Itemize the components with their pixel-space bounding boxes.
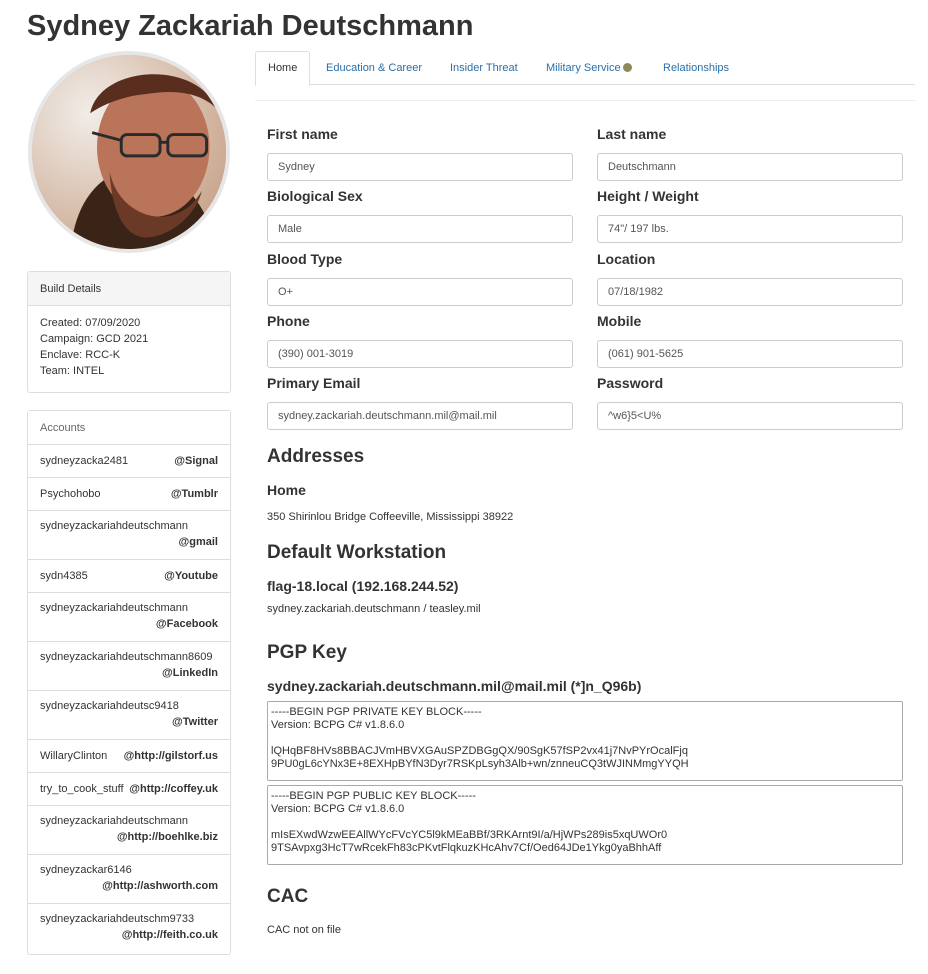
list-item [28,806,230,855]
first-name-label: First name [267,126,338,142]
tab-relationships[interactable]: Relationships [663,62,730,74]
account-username: sydneyzackariahdeutschm9733 [40,913,195,925]
account-service: @Signal [174,455,218,467]
primary-email-label: Primary Email [267,375,361,391]
list-item [28,642,230,691]
list-item [28,511,230,560]
height-weight-label: Height / Weight [597,188,699,204]
height-weight-field[interactable] [597,215,903,243]
list-item [28,691,230,740]
accounts-panel [27,410,231,955]
accounts-list [28,445,230,953]
pgp-identity: sydney.zackariah.deutschmann.mil@mail.mil (*]n_Q96b) [267,678,642,694]
mobile-label: Mobile [597,313,642,329]
home-address-value: 350 Shirinlou Bridge Coffeeville, Mississippi 38922 [267,511,514,523]
blood-type-field[interactable] [267,278,573,306]
list-item [28,593,230,642]
pgp-private-key-textarea[interactable] [267,701,903,781]
biological-sex-label: Biological Sex [267,188,363,204]
account-service: @http://ashworth.com [102,880,218,892]
account-service: @LinkedIn [162,667,218,679]
tab-home[interactable]: Home [255,51,310,86]
pgp-heading: PGP Key [267,642,347,663]
build-enclave: Enclave: RCC-K [40,349,121,361]
cac-heading: CAC [267,886,309,907]
list-item [28,445,230,478]
tab-insider-threat[interactable]: Insider Threat [450,62,518,74]
list-item [28,773,230,806]
pgp-public-key-textarea[interactable] [267,785,903,865]
account-username: sydneyzackariahdeutschmann [40,602,188,614]
password-field[interactable] [597,402,903,430]
build-team: Team: INTEL [40,365,105,377]
divider [255,100,915,101]
last-name-field[interactable] [597,153,903,181]
home-address-label: Home [267,482,306,498]
tab-military-service[interactable] [546,51,632,85]
account-service: @http://coffey.uk [129,783,218,795]
addresses-heading: Addresses [267,446,365,467]
account-service: @Youtube [164,570,218,582]
build-created: Created: 07/09/2020 [40,317,141,329]
account-username: Psychohobo [40,488,101,500]
status-dot-icon [623,63,632,72]
list-item [28,740,230,773]
password-label: Password [597,375,664,391]
mobile-field[interactable] [597,340,903,368]
primary-email-field[interactable] [267,402,573,430]
account-username: sydn4385 [40,570,88,582]
workstation-account: sydney.zackariah.deutschmann / teasley.mil [267,603,481,615]
phone-label: Phone [267,313,310,329]
first-name-field[interactable] [267,153,573,181]
account-service: @gmail [178,536,218,548]
account-username: sydneyzackariahdeutsc9418 [40,700,179,712]
account-service: @Twitter [172,716,218,728]
last-name-label: Last name [597,126,667,142]
list-item [28,904,230,953]
list-item [28,478,230,511]
avatar-photo-icon [32,55,226,249]
account-service: @http://gilstorf.us [123,750,218,762]
account-username: sydneyzackar6146 [40,864,132,876]
list-item [28,560,230,593]
tab-military-service-label: Military Service [546,62,621,74]
blood-type-label: Blood Type [267,251,343,267]
account-username: try_to_cook_stuff [40,783,124,795]
account-username: WillaryClinton [40,750,108,762]
account-username: sydneyzackariahdeutschmann [40,520,188,532]
account-service: @Tumblr [170,488,218,500]
list-item [28,855,230,904]
account-username: sydneyzackariahdeutschmann [40,815,188,827]
tab-bar [255,51,915,85]
build-details-heading: Build Details [28,272,230,306]
build-campaign: Campaign: GCD 2021 [40,333,149,345]
account-username: sydneyzackariahdeutschmann8609 [40,651,213,663]
page-title: Sydney Zackariah Deutschmann [27,10,474,42]
account-service: @http://feith.co.uk [121,929,218,941]
accounts-heading: Accounts [28,411,230,445]
biological-sex-field[interactable] [267,215,573,243]
account-username: sydneyzacka2481 [40,455,129,467]
tab-education-career[interactable]: Education & Career [326,62,422,74]
cac-value: CAC not on file [267,924,341,936]
account-service: @Facebook [155,618,218,630]
avatar [28,51,230,253]
phone-field[interactable] [267,340,573,368]
build-details-body [28,306,230,389]
workstation-heading: Default Workstation [267,542,447,563]
account-service: @http://boehlke.biz [116,831,218,843]
location-field[interactable] [597,278,903,306]
workstation-host: flag-18.local (192.168.244.52) [267,578,459,594]
build-details-panel [27,271,231,393]
location-label: Location [597,251,656,267]
